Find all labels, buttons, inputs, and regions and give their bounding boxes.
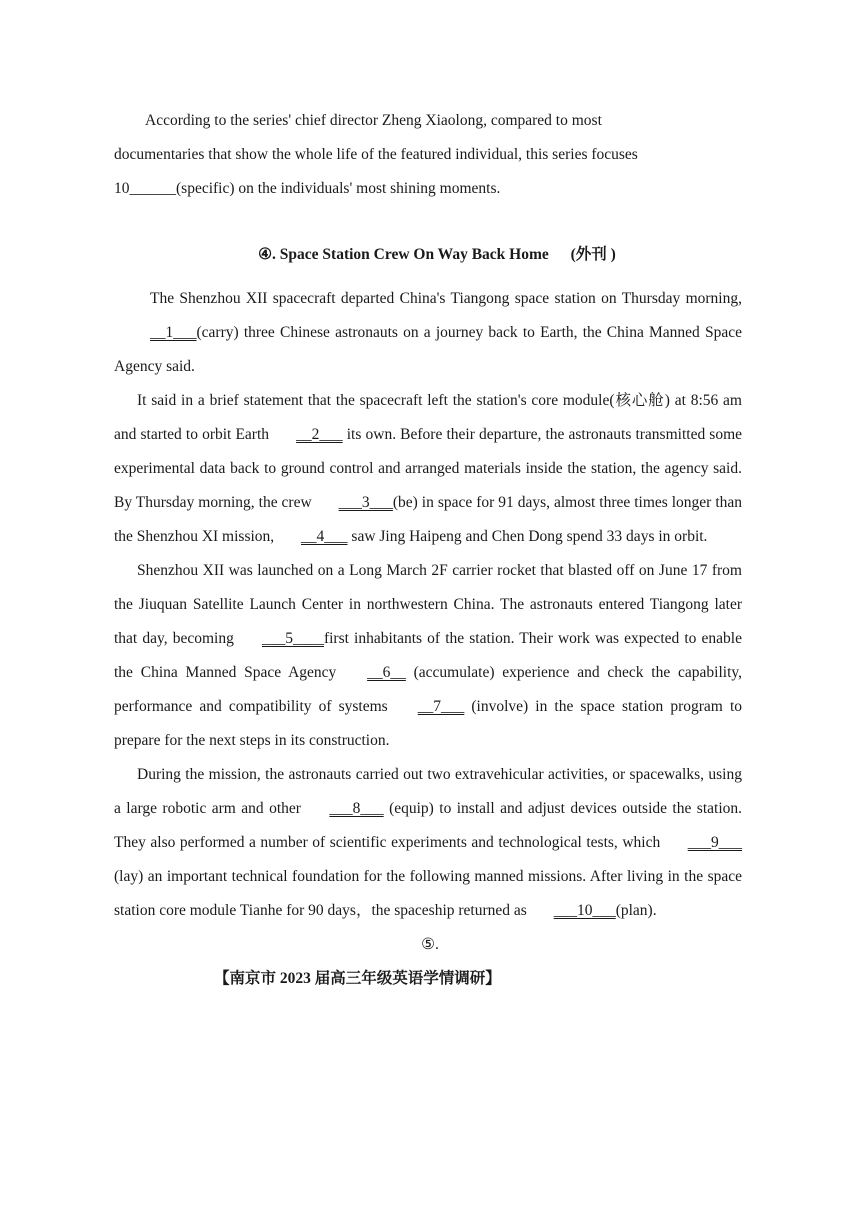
paragraph-text: (accumulate) experience and check the capability, performance and compatibility of systems [114, 664, 743, 715]
blank-3[interactable]: ___3___ [338, 494, 393, 511]
blank-1[interactable]: __1___ [150, 324, 197, 341]
paragraph-text: its own. Before their departure, the astronauts transmitted some experimental data back to ground control and arranged materials inside the station, the agency said. By Thursday morning, the crew [114, 426, 743, 511]
section-heading [114, 238, 742, 272]
paragraph-text: It said in a brief statement that the spacecraft left the station's core module(核心舱) at 8:56 am and started to orbit Earth [114, 392, 742, 443]
section-marker: ⑤. [421, 936, 439, 953]
paragraph-text: first inhabitants of the station. Their work was expected to enable the China Manned Space Agency [114, 630, 742, 681]
blank-5[interactable]: ___5____ [261, 630, 324, 647]
document-content [114, 104, 742, 996]
previous-passage-line: 10______(specific) on the individuals' most shining moments. [114, 180, 501, 197]
passage-paragraph [114, 758, 742, 928]
paragraph-text: (equip) to install and adjust devices outside the station. They also performed a number of scientific experiments and technological tests, which [114, 800, 743, 851]
exam-source-heading: 【南京市 2023 届高三年级英语学情调研】 [214, 970, 501, 987]
previous-passage-line: documentaries that show the whole life of the featured individual, this series focuses [114, 146, 638, 163]
blank-7[interactable]: __7___ [417, 698, 465, 715]
blank-6[interactable]: __6__ [367, 664, 406, 681]
passage-paragraph [114, 384, 742, 554]
blank-2[interactable]: __2___ [296, 426, 343, 443]
paragraph-text: (carry) three Chinese astronauts on a journey back to Earth, the China Manned Space Agency said. [114, 324, 742, 375]
paragraph-text: (lay) an important technical foundation for the following manned missions. After living in the space station core module Tianhe for 90 days，the spaceship returned as [114, 868, 742, 919]
paragraph-text: (be) in space for 91 days, almost three times longer than the Shenzhou XI mission, [114, 494, 742, 545]
passage-paragraph [114, 282, 742, 384]
passage-paragraph [114, 554, 742, 758]
section-source: (外刊 ) [570, 246, 616, 263]
blank-10[interactable]: ___10___ [553, 902, 616, 919]
paragraph-text: During the mission, the astronauts carried out two extravehicular activities, or spacewalks, using a large robotic arm and other [114, 766, 742, 817]
blank-4[interactable]: __4___ [301, 528, 348, 545]
paragraph-text: saw Jing Haipeng and Chen Dong spend 33 days in orbit. [351, 528, 708, 545]
blank-9[interactable]: ___9___ [687, 834, 743, 851]
paragraph-text: Shenzhou XII was launched on a Long March 2F carrier rocket that blasted off on June 17 from the Jiuquan Satellite Launch Center in northwestern China. The astronauts entered Tiangong later that day, becoming [114, 562, 742, 647]
paragraph-text: (plan). [615, 902, 657, 919]
section-title: ④. Space Station Crew On Way Back Home [258, 246, 549, 263]
blank-8[interactable]: ___8___ [329, 800, 384, 817]
paragraph-text: The Shenzhou XII spacecraft departed China's Tiangong space station on Thursday morning, [150, 290, 742, 307]
previous-passage-line: According to the series' chief director Zheng Xiaolong, compared to most [145, 112, 602, 129]
paragraph-text: (involve) in the space station program to prepare for the next steps in its construction. [114, 698, 743, 749]
